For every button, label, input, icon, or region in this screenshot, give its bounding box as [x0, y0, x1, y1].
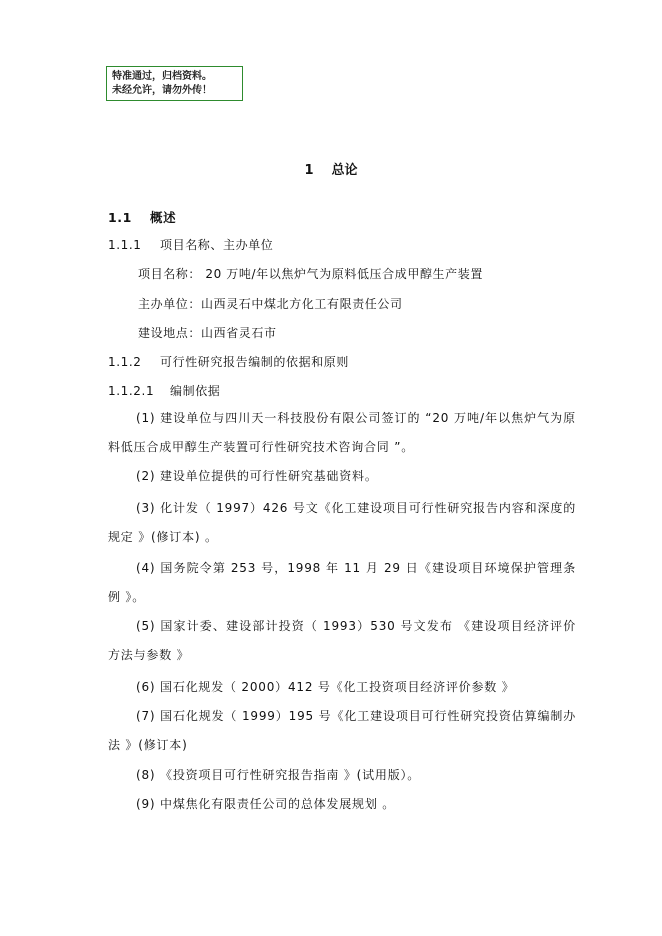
- project-name: 项目名称： 20 万吨/年以焦炉气为原料低压合成甲醇生产装置: [138, 267, 483, 281]
- section-title: 概述: [150, 210, 177, 225]
- section-heading-1-1-2-1: [108, 382, 220, 399]
- basis-item-3: (3) 化计发（ 1997）426 号文《化工建设项目可行性研究报告内容和深度的规定 》(修订本) 。: [108, 501, 576, 544]
- approval-stamp: [106, 66, 243, 101]
- section-title: 编制依据: [170, 384, 221, 398]
- basis-item-7: (7) 国石化规发（ 1999）195 号《化工建设项目可行性研究投资估算编制办法 》(修订本): [108, 709, 576, 752]
- basis-item-9: (9) 中煤焦化有限责任公司的总体发展规划 。: [136, 797, 396, 811]
- section-heading-1-1-2: [108, 353, 349, 370]
- basis-item-1: (1) 建设单位与四川天一科技股份有限公司签订的 “20 万吨/年以焦炉气为原料低压合成甲醇生产装置可行性研究技术咨询合同 ”。: [108, 411, 576, 454]
- section-heading-1-1-1: [108, 236, 273, 253]
- basis-item-8: (8) 《投资项目可行性研究报告指南 》(试用版）。: [136, 768, 421, 782]
- basis-item-4: (4) 国务院令第 253 号，1998 年 11 月 29 日《建设项目环境保护管理条例 》。: [108, 561, 576, 604]
- chapter-title: [0, 159, 662, 178]
- section-title: 项目名称、主办单位: [160, 238, 274, 252]
- section-number: 1.1: [108, 210, 132, 225]
- section-title: 可行性研究报告编制的依据和原则: [160, 355, 350, 369]
- basis-item-6: (6) 国石化规发（ 2000）412 号《化工投资项目经济评价参数 》: [136, 680, 515, 694]
- section-number: 1.1.2.1: [108, 384, 155, 398]
- project-site: 建设地点：山西省灵石市: [138, 326, 277, 340]
- stamp-line-1: 特准通过，归档资料。: [112, 71, 212, 82]
- chapter-number: 1: [304, 163, 314, 178]
- stamp-line-2: 未经允许，请勿外传！: [112, 85, 212, 96]
- basis-item-5: (5) 国家计委、建设部计投资（ 1993）530 号文发布 《建设项目经济评价方法与参数 》: [108, 619, 576, 662]
- basis-item-2: (2) 建设单位提供的可行性研究基础资料。: [136, 469, 378, 483]
- chapter-title-text: 总论: [331, 163, 358, 178]
- section-number: 1.1.1: [108, 238, 142, 252]
- project-host: 主办单位：山西灵石中煤北方化工有限责任公司: [138, 297, 403, 311]
- section-number: 1.1.2: [108, 355, 142, 369]
- section-heading-1-1: [108, 208, 176, 226]
